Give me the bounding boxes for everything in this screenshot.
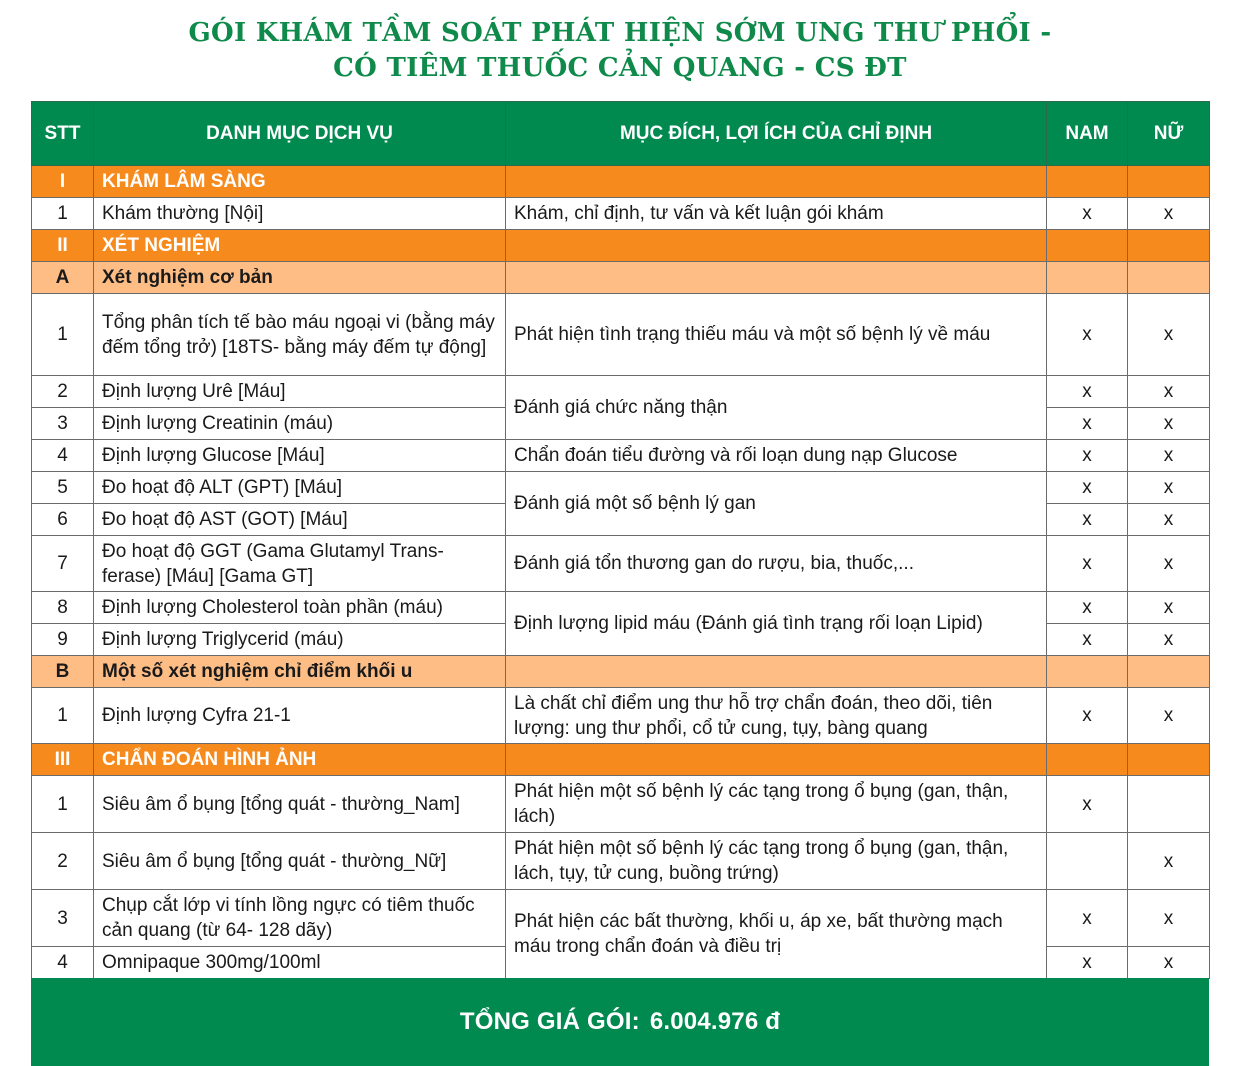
section-row-lab-tests	[32, 230, 1210, 262]
row-service: Đo hoạt độ AST (GOT) [Máu]	[94, 504, 506, 536]
header-service: DANH MỤC DỊCH VỤ	[94, 102, 506, 166]
row-male-mark: x	[1047, 776, 1128, 833]
table-row	[32, 376, 1210, 408]
row-male-mark: x	[1047, 536, 1128, 592]
row-female-mark: x	[1128, 294, 1210, 376]
section-label: CHẨN ĐOÁN HÌNH ẢNH	[94, 744, 506, 776]
row-stt: 9	[32, 624, 94, 656]
title-line-1: GÓI KHÁM TẦM SOÁT PHÁT HIỆN SỚM UNG THƯ PHỔI -	[188, 18, 1052, 48]
row-stt: 5	[32, 472, 94, 504]
row-female-mark: x	[1128, 688, 1210, 744]
table-row	[32, 440, 1210, 472]
page-title	[0, 16, 1240, 86]
table-row	[32, 294, 1210, 376]
row-female-mark: x	[1128, 504, 1210, 536]
header-female: NỮ	[1128, 102, 1210, 166]
row-male-mark: x	[1047, 592, 1128, 624]
subsection-row-basic-tests	[32, 262, 1210, 294]
row-stt: 4	[32, 947, 94, 979]
section-number: II	[32, 230, 94, 262]
table-row	[32, 890, 1210, 947]
section-row-imaging	[32, 744, 1210, 776]
row-purpose: Đánh giá tổn thương gan do rượu, bia, thuốc,...	[506, 536, 1047, 592]
row-service: Định lượng Cholesterol toàn phần (máu)	[94, 592, 506, 624]
row-purpose: Phát hiện một số bệnh lý các tạng trong ổ bụng (gan, thận, lách)	[506, 776, 1047, 833]
row-male-mark	[1047, 833, 1128, 890]
row-female-mark: x	[1128, 408, 1210, 440]
total-price-banner	[31, 978, 1209, 1066]
row-female-mark: x	[1128, 472, 1210, 504]
row-service: Siêu âm ổ bụng [tổng quát - thường_Nữ]	[94, 833, 506, 890]
row-male-mark: x	[1047, 890, 1128, 947]
row-stt: 1	[32, 776, 94, 833]
table-row	[32, 688, 1210, 744]
row-purpose: Đánh giá một số bệnh lý gan	[506, 472, 1047, 536]
row-purpose: Khám, chỉ định, tư vấn và kết luận gói khám	[506, 198, 1047, 230]
total-price-label: TỔNG GIÁ GÓI:	[459, 1008, 640, 1035]
subsection-letter: A	[32, 262, 94, 294]
row-service: Định lượng Urê [Máu]	[94, 376, 506, 408]
row-female-mark: x	[1128, 198, 1210, 230]
row-service: Định lượng Glucose [Máu]	[94, 440, 506, 472]
table-row	[32, 536, 1210, 592]
row-service: Tổng phân tích tế bào máu ngoại vi (bằng máy đếm tổng trở) [18TS- bằng máy đếm tự động]	[94, 294, 506, 376]
row-service: Đo hoạt độ GGT (Gama Glutamyl Trans-ferase) [Máu] [Gama GT]	[94, 536, 506, 592]
row-female-mark: x	[1128, 947, 1210, 979]
table-row	[32, 776, 1210, 833]
row-female-mark: x	[1128, 624, 1210, 656]
subsection-label: Xét nghiệm cơ bản	[94, 262, 506, 294]
row-service: Đo hoạt độ ALT (GPT) [Máu]	[94, 472, 506, 504]
row-male-mark: x	[1047, 408, 1128, 440]
subsection-row-tumor-markers	[32, 656, 1210, 688]
row-male-mark: x	[1047, 947, 1128, 979]
section-label: XÉT NGHIỆM	[94, 230, 506, 262]
row-female-mark: x	[1128, 592, 1210, 624]
header-stt: STT	[32, 102, 94, 166]
table-row	[32, 472, 1210, 504]
row-stt: 2	[32, 833, 94, 890]
table-row	[32, 592, 1210, 624]
title-line-2: CÓ TIÊM THUỐC CẢN QUANG - CS ĐT	[333, 53, 907, 83]
row-male-mark: x	[1047, 624, 1128, 656]
row-female-mark: x	[1128, 440, 1210, 472]
row-female-mark	[1128, 776, 1210, 833]
row-service: Định lượng Cyfra 21-1	[94, 688, 506, 744]
row-stt: 6	[32, 504, 94, 536]
row-male-mark: x	[1047, 198, 1128, 230]
row-stt: 1	[32, 294, 94, 376]
service-package-table	[31, 101, 1210, 979]
row-purpose: Phát hiện các bất thường, khối u, áp xe, bất thường mạch máu trong chẩn đoán và điều trị	[506, 890, 1047, 979]
row-purpose: Phát hiện tình trạng thiếu máu và một số bệnh lý về máu	[506, 294, 1047, 376]
section-row-clinical-exam	[32, 166, 1210, 198]
row-female-mark: x	[1128, 833, 1210, 890]
row-purpose: Đánh giá chức năng thận	[506, 376, 1047, 440]
subsection-letter: B	[32, 656, 94, 688]
table-header-row	[32, 102, 1210, 166]
row-female-mark: x	[1128, 376, 1210, 408]
row-stt: 4	[32, 440, 94, 472]
row-male-mark: x	[1047, 472, 1128, 504]
row-stt: 3	[32, 890, 94, 947]
section-label: KHÁM LÂM SÀNG	[94, 166, 506, 198]
subsection-label: Một số xét nghiệm chỉ điểm khối u	[94, 656, 506, 688]
row-male-mark: x	[1047, 504, 1128, 536]
row-female-mark: x	[1128, 536, 1210, 592]
row-service: Siêu âm ổ bụng [tổng quát - thường_Nam]	[94, 776, 506, 833]
row-stt: 1	[32, 688, 94, 744]
row-purpose: Phát hiện một số bệnh lý các tạng trong ổ bụng (gan, thận, lách, tụy, tử cung, buồng trứng)	[506, 833, 1047, 890]
header-male: NAM	[1047, 102, 1128, 166]
row-male-mark: x	[1047, 440, 1128, 472]
row-stt: 8	[32, 592, 94, 624]
row-stt: 2	[32, 376, 94, 408]
row-male-mark: x	[1047, 376, 1128, 408]
header-purpose: MỤC ĐÍCH, LỢI ÍCH CỦA CHỈ ĐỊNH	[506, 102, 1047, 166]
row-stt: 7	[32, 536, 94, 592]
row-stt: 1	[32, 198, 94, 230]
row-purpose: Là chất chỉ điểm ung thư hỗ trợ chẩn đoán, theo dõi, tiên lượng: ung thư phổi, cổ tử cung, tụy, bàng quang	[506, 688, 1047, 744]
row-purpose: Định lượng lipid máu (Đánh giá tình trạng rối loạn Lipid)	[506, 592, 1047, 656]
total-price-value: 6.004.976 đ	[649, 1008, 781, 1035]
row-service: Khám thường [Nội]	[94, 198, 506, 230]
row-service: Omnipaque 300mg/100ml	[94, 947, 506, 979]
row-service: Chụp cắt lớp vi tính lồng ngực có tiêm thuốc cản quang (từ 64- 128 dãy)	[94, 890, 506, 947]
row-male-mark: x	[1047, 294, 1128, 376]
row-purpose: Chẩn đoán tiểu đường và rối loạn dung nạp Glucose	[506, 440, 1047, 472]
row-service: Định lượng Creatinin (máu)	[94, 408, 506, 440]
table-row	[32, 198, 1210, 230]
row-stt: 3	[32, 408, 94, 440]
row-female-mark: x	[1128, 890, 1210, 947]
table-row	[32, 833, 1210, 890]
row-male-mark: x	[1047, 688, 1128, 744]
section-number: III	[32, 744, 94, 776]
section-number: I	[32, 166, 94, 198]
row-service: Định lượng Triglycerid (máu)	[94, 624, 506, 656]
